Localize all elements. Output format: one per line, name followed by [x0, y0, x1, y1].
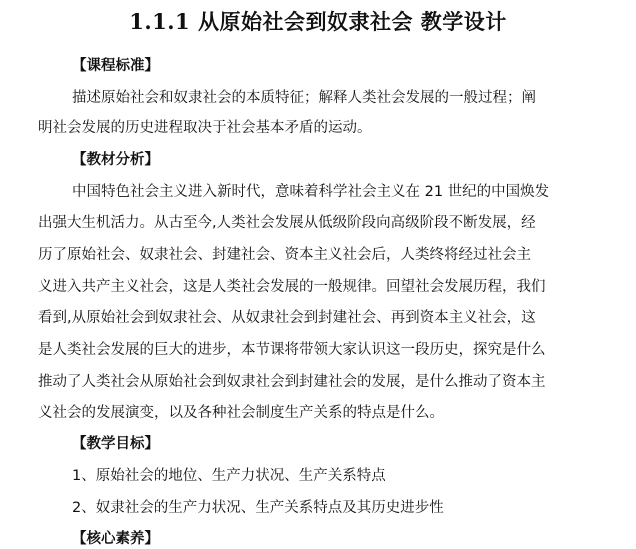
objective-item: 1、原始社会的地位、生产力状况、生产关系特点	[72, 468, 386, 484]
paragraph-line: 是人类社会发展的巨大的进步，本节课将带领大家认识这一段历史，探究是什么	[38, 342, 546, 358]
paragraph-line: 义社会的发展演变，以及各种社会制度生产关系的特点是什么。	[38, 405, 444, 421]
section-heading-curriculum: 【课程标准】	[72, 58, 159, 74]
paragraph-line: 中国特色社会主义进入新时代，意味着科学社会主义在 21 世纪的中国焕发	[72, 184, 550, 200]
section-heading-literacy: 【核心素养】	[72, 531, 159, 547]
section-heading-analysis: 【教材分析】	[72, 152, 159, 168]
document-title: 1.1.1 从原始社会到奴隶社会 教学设计	[129, 9, 507, 34]
paragraph-line: 历了原始社会、奴隶社会、封建社会、资本主义社会后，人类终将经过社会主	[38, 247, 531, 263]
paragraph-line: 出强大生机活力。从古至今,人类社会发展从低级阶段向高级阶段不断发展，经	[38, 215, 536, 231]
paragraph-line: 义进入共产主义社会，这是人类社会发展的一般规律。回望社会发展历程，我们	[38, 279, 546, 295]
paragraph-line: 明社会发展的历史进程取决于社会基本矛盾的运动。	[38, 120, 372, 136]
objective-item: 2、奴隶社会的生产力状况、生产关系特点及其历史进步性	[72, 500, 444, 516]
paragraph-line: 描述原始社会和奴隶社会的本质特征；解释人类社会发展的一般过程；阐	[72, 90, 536, 106]
paragraph-line: 看到,从原始社会到奴隶社会、从奴隶社会到封建社会、再到资本主义社会，这	[38, 310, 536, 326]
section-heading-objectives: 【教学目标】	[72, 436, 159, 452]
paragraph-line: 推动了人类社会从原始社会到奴隶社会到封建社会的发展，是什么推动了资本主	[38, 374, 546, 390]
